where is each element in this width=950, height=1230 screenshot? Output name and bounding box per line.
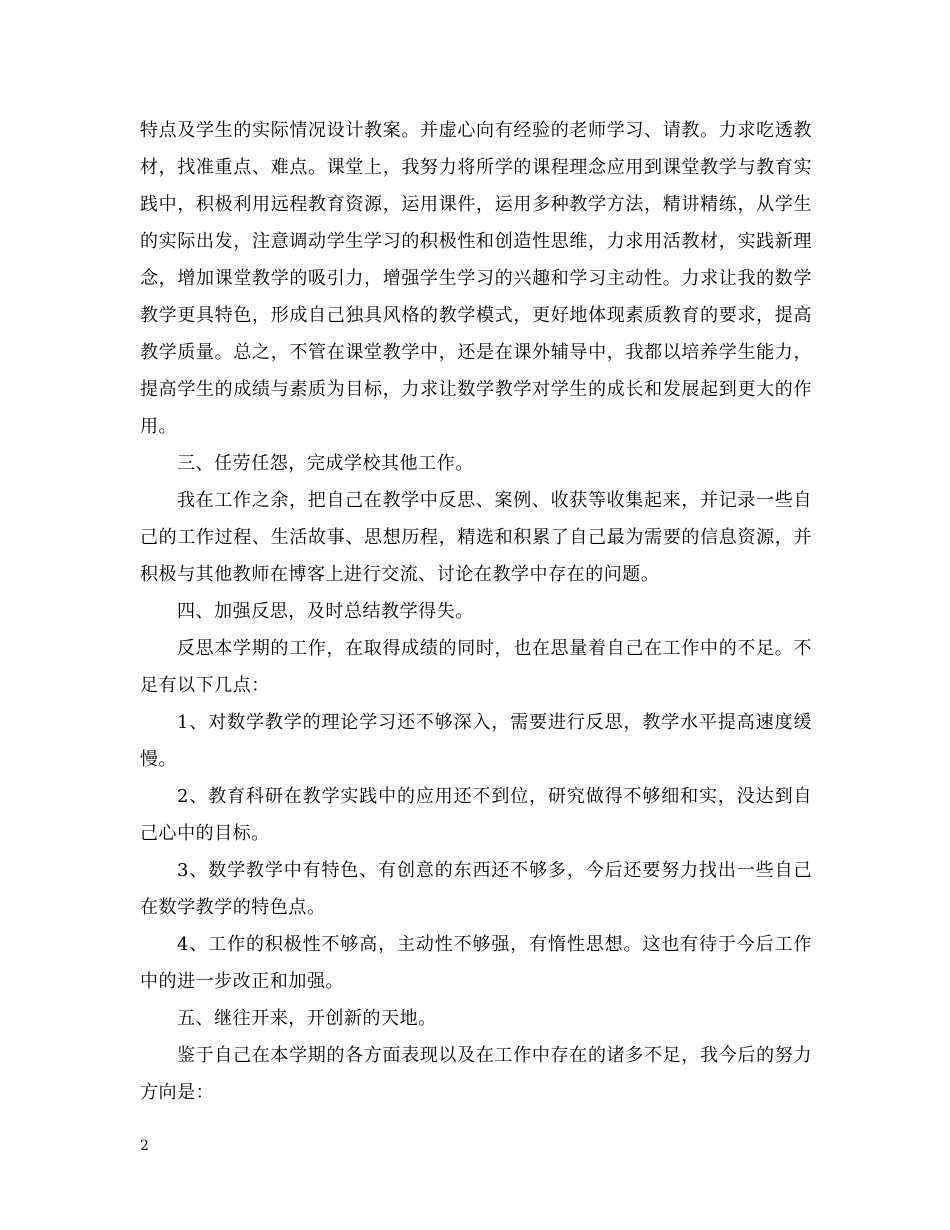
document-body bbox=[140, 112, 812, 1111]
paragraph-reflection: 反思本学期的工作，在取得成绩的同时，也在思量着自己在工作中的不足。不足有以下几点： bbox=[140, 638, 812, 696]
section-heading-five: 五、继往开来，开创新的天地。 bbox=[177, 1008, 437, 1029]
list-item-4: 4、工作的积极性不够高，主动性不够强，有惰性思想。这也有待于今后工作中的进一步改正和加强。 bbox=[140, 934, 812, 992]
paragraph-other-work: 我在工作之余，把自己在教学中反思、案例、收获等收集起来，并记录一些自己的工作过程、生活故事、思想历程，精选和积累了自己最为需要的信息资源，并积极与其他教师在博客上进行交流、讨论在教学中存在的问题。 bbox=[140, 490, 812, 585]
section-heading-three: 三、任劳任怨，完成学校其他工作。 bbox=[177, 453, 474, 474]
list-item-1: 1、对数学教学的理论学习还不够深入，需要进行反思，教学水平提高速度缓慢。 bbox=[140, 712, 812, 770]
list-item-3: 3、数学教学中有特色、有创意的东西还不够多，今后还要努力找出一些自己在数学教学的特色点。 bbox=[140, 860, 812, 918]
section-heading-four: 四、加强反思，及时总结教学得失。 bbox=[177, 601, 474, 622]
page-number: 2 bbox=[140, 1138, 149, 1154]
list-item-2: 2、教育科研在教学实践中的应用还不到位，研究做得不够细和实，没达到自己心中的目标。 bbox=[140, 786, 812, 844]
paragraph-future-direction: 鉴于自己在本学期的各方面表现以及在工作中存在的诸多不足，我今后的努力方向是： bbox=[140, 1045, 812, 1103]
paragraph-continued-text: 特点及学生的实际情况设计教案。并虚心向有经验的老师学习、请教。力求吃透教材，找准重点、难点。课堂上，我努力将所学的课程理念应用到课堂教学与教育实践中，积极利用远程教育资源，运用课件，运用多种教学方法，精讲精练，从学生的实际出发，注意调动学生学习的积极性和创造性思维，力求用活教材，实践新理念，增加课堂教学的吸引力，增强学生学习的兴趣和学习主动性。力求让我的数学教学更具特色，形成自己独具风格的教学模式，更好地体现素质教育的要求，提高教学质量。总之，不管在课堂教学中，还是在课外辅导中，我都以培养学生能力，提高学生的成绩与素质为目标，力求让数学教学对学生的成长和发展起到更大的作用。 bbox=[140, 120, 812, 437]
